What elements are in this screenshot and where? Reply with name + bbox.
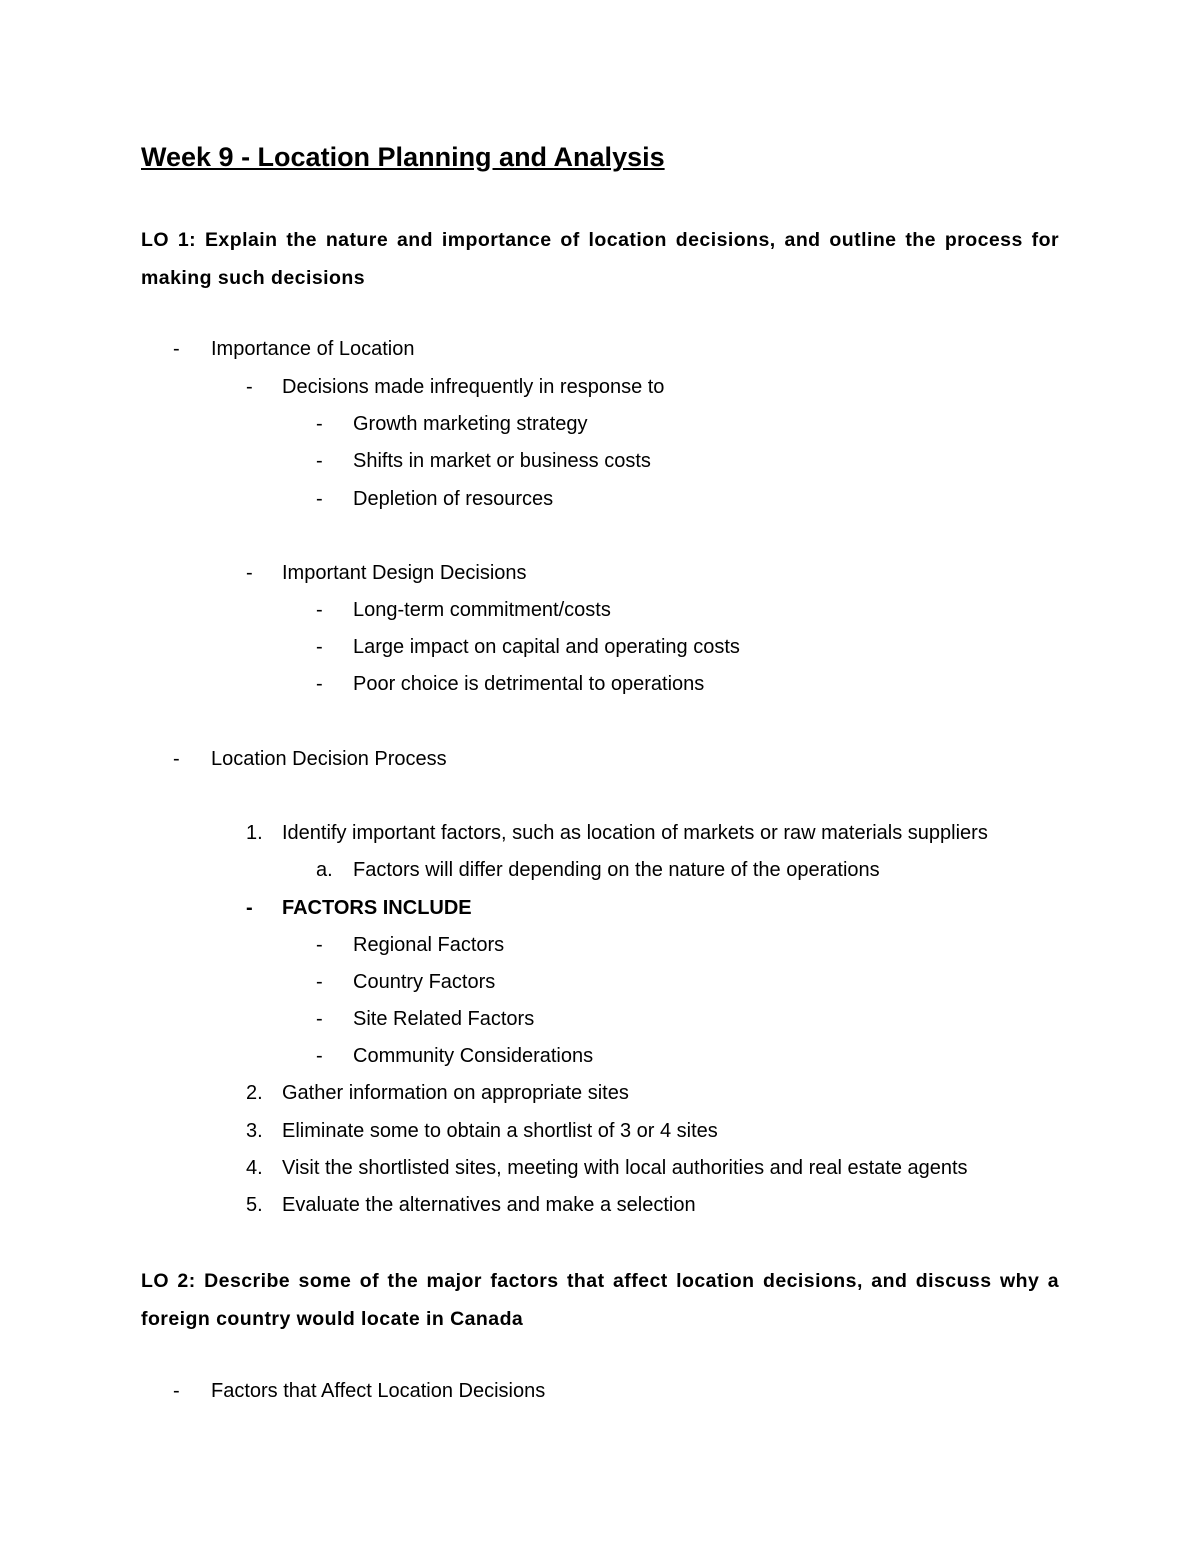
list-number: 5.	[246, 1194, 263, 1216]
bullet-dash: -	[316, 488, 323, 510]
bullet-dash: -	[316, 1045, 323, 1067]
bullet-dash: -	[316, 673, 323, 695]
learning-objective-1: LO 1: Explain the nature and importance of location decisions, and outline the process for making such decisions	[141, 229, 1059, 289]
list-item-label: Large impact on capital and operating costs	[353, 636, 740, 658]
list-item-label: Important Design Decisions	[282, 562, 527, 584]
list-number: 3.	[246, 1120, 263, 1142]
list-item-label: Factors will differ depending on the nature of the operations	[353, 859, 880, 881]
bullet-dash: -	[316, 1008, 323, 1030]
list-item-label: Eliminate some to obtain a shortlist of 3 or 4 sites	[282, 1120, 718, 1142]
bullet-dash: -	[173, 338, 180, 360]
list-item-label: Visit the shortlisted sites, meeting with local authorities and real estate agents	[282, 1157, 968, 1179]
list-item-label: Poor choice is detrimental to operations	[353, 673, 705, 695]
list-number: 1.	[246, 822, 263, 844]
list-item-label: Gather information on appropriate sites	[282, 1082, 629, 1104]
bullet-dash: -	[316, 599, 323, 621]
bullet-dash: -	[316, 450, 323, 472]
list-item-label: Evaluate the alternatives and make a selection	[282, 1194, 696, 1216]
bullet-dash: -	[246, 562, 253, 584]
list-item-label: Growth marketing strategy	[353, 413, 588, 435]
list-item-label: Regional Factors	[353, 934, 505, 956]
list-item-label: Community Considerations	[353, 1045, 594, 1067]
list-item-label: Location Decision Process	[211, 748, 447, 770]
bullet-dash: -	[173, 748, 180, 770]
list-item-label: Decisions made infrequently in response to	[282, 376, 665, 398]
bullet-dash: -	[316, 636, 323, 658]
bullet-dash: -	[316, 413, 323, 435]
page-title: Week 9 - Location Planning and Analysis	[141, 142, 665, 172]
list-number: 4.	[246, 1157, 263, 1179]
bullet-dash: -	[246, 897, 253, 919]
list-item-label: Identify important factors, such as location of markets or raw materials suppliers	[282, 822, 988, 844]
list-number: 2.	[246, 1082, 263, 1104]
list-item-label: Importance of Location	[211, 338, 415, 360]
learning-objective-2: LO 2: Describe some of the major factors that affect location decisions, and discuss why a foreign country would locate in Canada	[141, 1270, 1059, 1330]
bullet-dash: -	[173, 1380, 180, 1402]
bullet-dash: -	[316, 934, 323, 956]
list-item-label: Site Related Factors	[353, 1008, 535, 1030]
factors-heading: FACTORS INCLUDE	[282, 897, 472, 919]
list-item-label: Factors that Affect Location Decisions	[211, 1380, 546, 1402]
list-item-label: Depletion of resources	[353, 488, 554, 510]
list-item-label: Shifts in market or business costs	[353, 450, 651, 472]
list-item-label: Long-term commitment/costs	[353, 599, 611, 621]
list-item-label: Country Factors	[353, 971, 496, 993]
list-letter: a.	[316, 859, 333, 881]
bullet-dash: -	[246, 376, 253, 398]
bullet-dash: -	[316, 971, 323, 993]
